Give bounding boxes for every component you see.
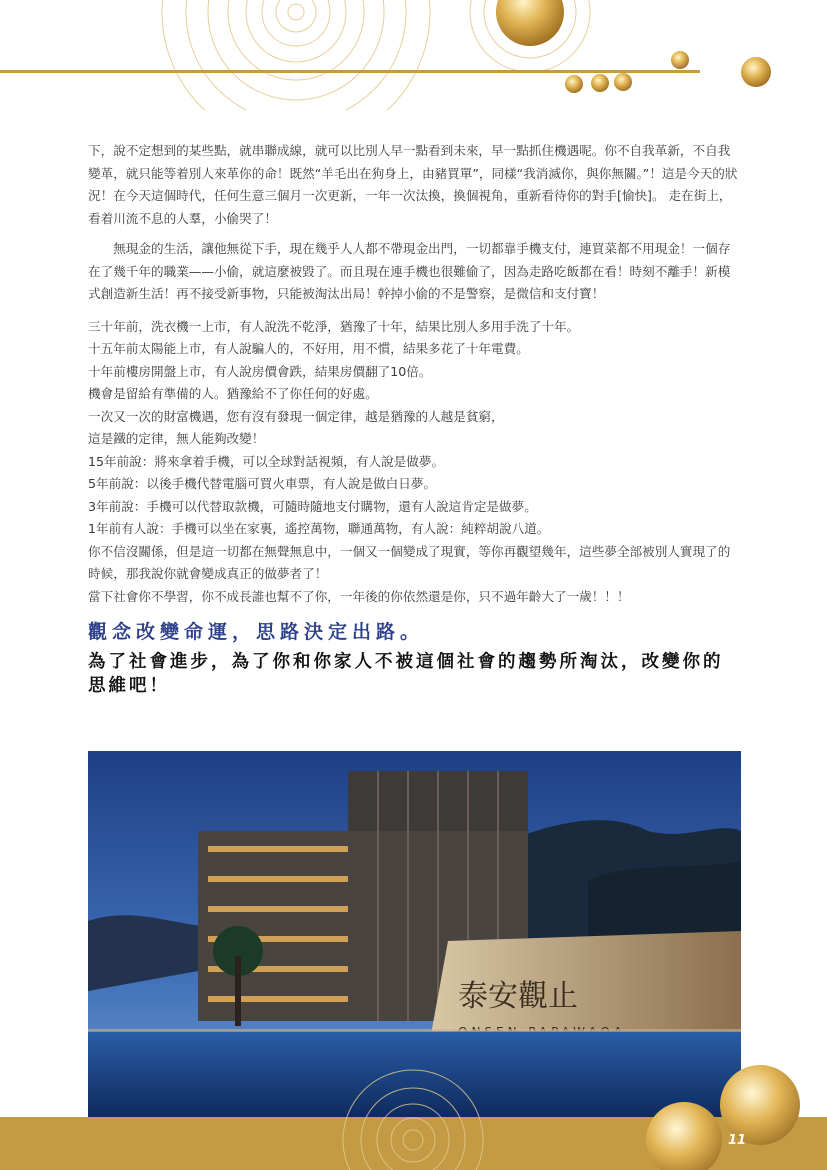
header-decoration: [0, 0, 827, 110]
statement-line: 十五年前太陽能上市，有人說騙人的，不好用，用不慣，結果多花了十年電費。: [88, 341, 529, 356]
slogan-heading: 觀念改變命運，思路決定出路。: [88, 621, 425, 643]
paragraph-1: 下，說不定想到的某些點，就串聯成線，就可以比別人早一點看到未來，早一點抓住機遇呢。你不自我革新，不自我變革，就只能等着別人來革你的命！既然“羊毛出在狗身上，由豬買單”，同樣“我消滅你，與你無關。”！這是今天的狀況！在今天這個時代，任何生意三個月一次更新，一年一次汰換，換個視角，重新看待你的對手[愉快]。 走在街上，看着川流不息的人羣，小偷哭了！: [88, 143, 738, 226]
statement-line: 機會是留給有準備的人。猶豫給不了你任何的好處。: [88, 386, 378, 401]
statement-line: 3年前說：手機可以代替取款機，可隨時隨地支付購物，還有人說這肯定是做夢。: [88, 498, 537, 514]
page-number: 11: [728, 1133, 747, 1148]
statement-line: 十年前樓房開盤上市，有人說房價會跌，結果房價翻了10倍。: [88, 363, 432, 379]
hotel-sign-chinese: 泰安觀止: [458, 979, 578, 1014]
call-to-action-heading: 為了社會進步，為了你和你家人不被這個社會的趨勢所淘汰，改變你的思維吧！: [88, 652, 724, 696]
statement-line: 當下社會你不學習，你不成長誰也幫不了你，一年後的你依然還是你，只不過年齡大了一歲！！！: [88, 588, 630, 604]
header-rule: [0, 70, 700, 73]
statement-line: 1年前有人說：手機可以坐在家裏，遙控萬物，聯通萬物，有人說：純粹胡說八道。: [88, 521, 550, 536]
statement-line: 5年前說：以後手機代替電腦可買火車票，有人說是做白日夢。: [88, 476, 437, 491]
statement-line: 你不信沒關係，但是這一切都在無聲無息中，一個又一個變成了現實，等你再觀望幾年，這些夢全部被別人實現了的時候，那我說你就會變成真正的做夢者了！: [88, 543, 731, 581]
article-body: [88, 140, 742, 698]
paragraph-2: 無現金的生活，讓他無從下手，現在幾乎人人都不帶現金出門，一切都靠手機支付，連買菜都不用現金！一個存在了幾千年的職業——小偷，就這麼被毀了。而且現在連手機也很難偷了，因為走路吃飯都在看！時刻不離手！新模式創造新生活！再不接受新事物，只能被淘汰出局！幹掉小偷的不是警察，是微信和支付寶！: [88, 241, 731, 301]
footer-decoration: [0, 1040, 827, 1170]
statement-line: 一次又一次的財富機遇，您有沒有發現一個定律，越是猶豫的人越是貧窮，: [88, 408, 504, 424]
statement-line: 這是鐵的定律，無人能夠改變！: [88, 431, 265, 446]
statement-line: 三十年前，洗衣機一上市，有人說洗不乾淨，猶豫了十年，結果比別人多用手洗了十年。: [88, 318, 580, 334]
statement-list: [88, 316, 742, 609]
statement-line: 15年前說：將來拿着手機，可以全球對話視頻，有人說是做夢。: [88, 453, 445, 469]
